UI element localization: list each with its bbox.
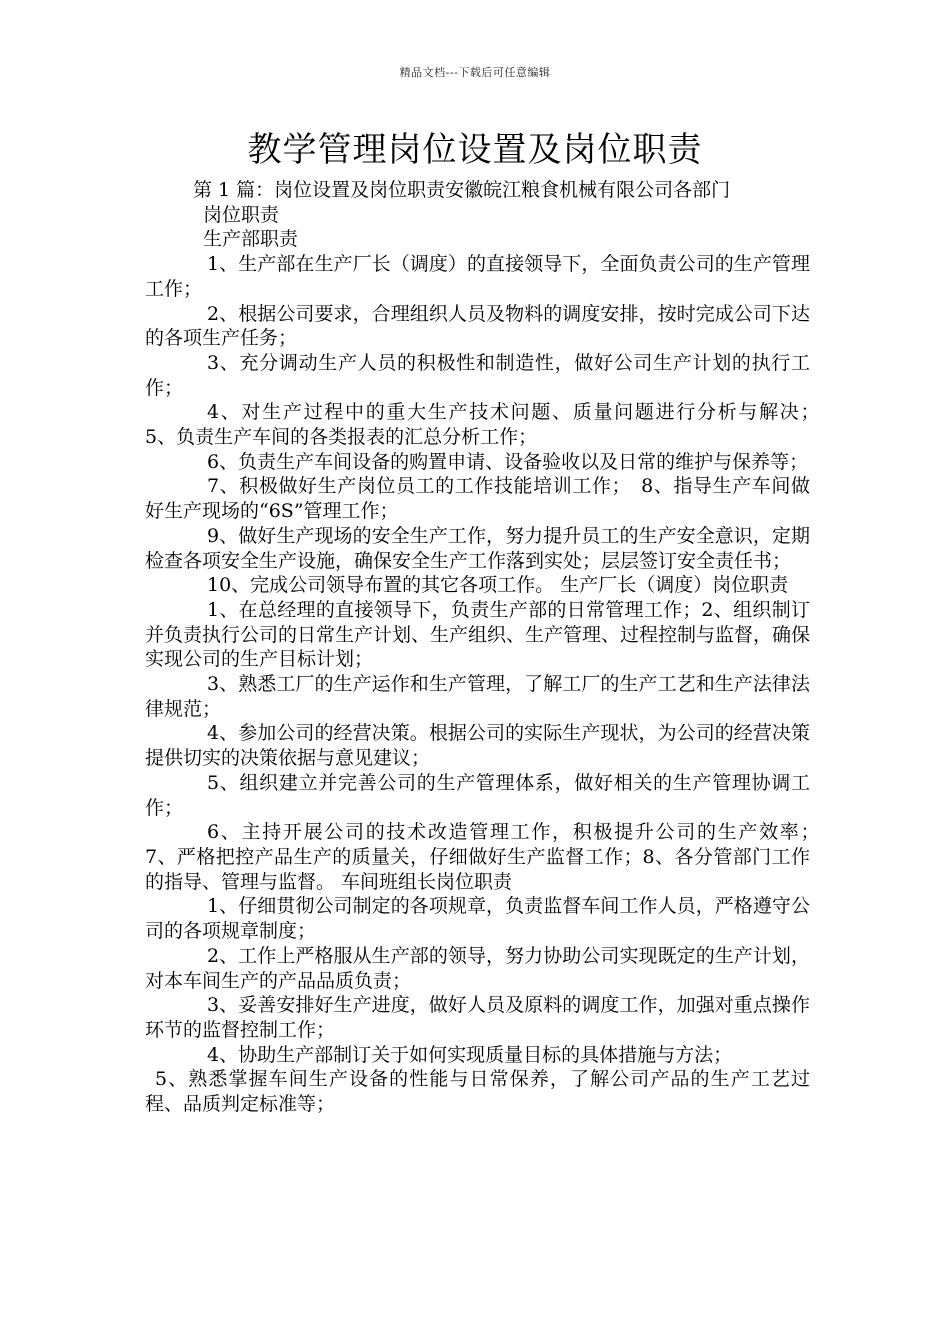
paragraph: 生产部职责 [203,228,299,251]
paragraph: 1、生产部在生产厂长（调度）的直接领导下，全面负责公司的生产管理工作； [145,253,810,300]
paragraph: 5、熟悉掌握车间生产设备的性能与日常保养，了解公司产品的生产工艺过程、品质判定标准等； [145,1068,810,1116]
paragraph: 1、在总经理的直接领导下，负责生产部的日常管理工作；2、组织制订并负责执行公司的日常生产计划、生产组织、生产管理、过程控制与监督，确保实现公司的生产目标计划； [145,598,811,671]
paragraph: 岗位职责 [203,203,280,226]
paragraph: 2、根据公司要求，合理组织人员及物料的调度安排，按时完成公司下达的各项生产任务； [145,302,810,350]
paragraph: 3、充分调动生产人员的积极性和制造性，做好公司生产计划的执行工作； [145,351,810,399]
paragraph: 10、完成公司领导布置的其它各项工作。 生产厂长（调度）岗位职责 [207,574,789,597]
paragraph: 9、做好生产现场的安全生产工作，努力提升员工的生产安全意识，定期检查各项安全生产设施，确保安全生产工作落到实处；层层签订安全责任书； [145,524,810,572]
document-body [145,178,830,1117]
paragraph: 7、积极做好生产岗位员工的工作技能培训工作； 8、指导生产车间做好生产现场的“6S”管理工作； [145,475,810,523]
paragraph: 第 1 篇：岗位设置及岗位职责安徽皖江粮食机械有限公司各部门 [193,179,731,201]
paragraph: 4、协助生产部制订关于如何实现质量目标的具体措施与方法； [207,1043,733,1066]
paragraph: 4、对生产过程中的重大生产技术问题、质量问题进行分析与解决； 5、负责生产车间的各类报表的汇总分析工作； [145,401,830,449]
paragraph: 6、负责生产车间设备的购置申请、设备验收以及日常的维护与保养等； [207,450,809,473]
paragraph: 1、仔细贯彻公司制定的各项规章，负责监督车间工作人员，严格遵守公司的各项规章制度； [145,895,810,943]
paragraph: 6、主持开展公司的技术改造管理工作，积极提升公司的生产效率； 7、严格把控产品生产的质量关，仔细做好生产监督工作；8、各分管部门工作的指导、管理与监督。 车间班组长岗位职责 [145,821,830,893]
document-title: 教学管理岗位设置及岗位职责 [247,130,703,170]
paragraph: 2、工作上严格服从生产部的领导，努力协助公司实现既定的生产计划，对本车间生产的产品品质负责； [145,944,810,992]
page-header: 精品文档---下载后可任意编辑 [399,66,551,79]
paragraph: 3、熟悉工厂的生产运作和生产管理，了解工厂的生产工艺和生产法律法律规范； [145,673,810,720]
paragraph: 5、组织建立并完善公司的生产管理体系，做好相关的生产管理协调工作； [145,771,810,819]
paragraph: 4、参加公司的经营决策。根据公司的实际生产现状，为公司的经营决策提供切实的决策依据与意见建议； [145,722,810,770]
paragraph: 3、妥善安排好生产进度，做好人员及原料的调度工作，加强对重点操作环节的监督控制工作； [145,994,810,1041]
